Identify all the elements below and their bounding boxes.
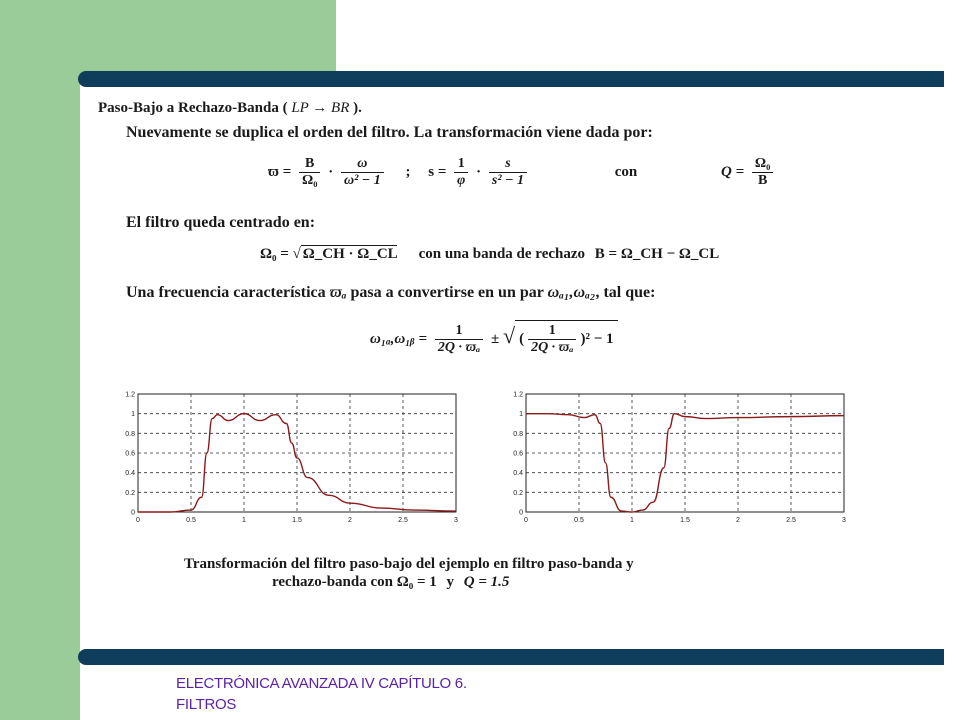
y-tick-label: 0 (519, 509, 523, 517)
x-tick-label: 0 (136, 517, 140, 524)
sidebar-green-panel (0, 0, 80, 720)
x-tick-label: 2.5 (786, 517, 796, 524)
x-tick-label: 1.5 (292, 517, 302, 524)
x-tick-label: 3 (454, 517, 458, 524)
x-tick-label: 0.5 (186, 517, 196, 524)
x-tick-label: 1 (242, 517, 246, 524)
x-tick-label: 0 (524, 517, 528, 524)
y-tick-label: 0.4 (513, 470, 523, 478)
figure-caption-line1: Transformación del filtro paso-bajo del ejemplo en filtro paso-banda y (184, 556, 634, 572)
center-frequency-equation: Ω₀ = √ Ω_CH · Ω_CL con una banda de rechazo B = Ω_CH − Ω_CL (260, 246, 720, 262)
y-tick-label: 0.6 (513, 450, 523, 458)
intro-text: Nuevamente se duplica el orden del filtro. La transformación viene dada por: (126, 124, 653, 141)
y-tick-label: 1 (519, 411, 523, 419)
footer-text (176, 673, 596, 715)
x-tick-label: 1.5 (680, 517, 690, 524)
x-tick-label: 1 (630, 517, 634, 524)
y-tick-label: 0.2 (513, 489, 523, 497)
top-divider-bar (78, 71, 944, 87)
y-tick-label: 0.8 (125, 430, 135, 438)
slide-content (92, 92, 942, 642)
y-tick-label: 0.2 (125, 489, 135, 497)
x-tick-label: 2 (736, 517, 740, 524)
transform-equation: ϖ = $\frac{B}{\text{Ω₀}}$ · $\frac{\omega}{\text{ω² − 1}}$ ; s = $\frac{1}{\varphi}$ · $\frac{s}{\text{s² − 1}}$ con Q = $\frac{\text{Ω₀}}{B}$ (268, 156, 777, 189)
slide-heading: Paso-Bajo a Rechazo-Banda ( LP → BR ). (98, 100, 362, 116)
footer-line2: FILTROS (176, 696, 237, 713)
x-tick-label: 3 (842, 517, 846, 524)
x-tick-label: 2.5 (398, 517, 408, 524)
y-tick-label: 0.6 (125, 450, 135, 458)
x-tick-label: 0.5 (574, 517, 584, 524)
footer-line1: ELECTRÓNICA AVANZADA IV CAPÍTULO 6. (176, 675, 467, 692)
figure-caption-line2: rechazo-banda con Ω₀ = 1 y Q = 1.5 (272, 574, 510, 590)
bandreject-chart (504, 388, 854, 526)
frequency-pair-text: Una frecuencia característica ϖₐ pasa a convertirse en un par ωₐ₁,ωₐ₂, tal que: (126, 284, 656, 301)
y-tick-label: 0 (131, 509, 135, 517)
y-tick-label: 1.2 (125, 391, 135, 399)
pair-equation: ω₁ₐ,ω₁ᵦ = $\frac{1}{\text{2Q · ϖₐ}}$ ± √ ( $\frac{1}{\text{2Q · ϖₐ}}$ )² − 1 (370, 320, 618, 358)
y-tick-label: 0.8 (513, 430, 523, 438)
y-tick-label: 1 (131, 411, 135, 419)
bottom-divider-bar (78, 649, 944, 665)
x-tick-label: 2 (348, 517, 352, 524)
y-tick-label: 0.4 (125, 470, 135, 478)
top-green-panel (80, 0, 336, 78)
centered-text: El filtro queda centrado en: (126, 214, 316, 231)
y-tick-label: 1.2 (513, 391, 523, 399)
bandpass-chart (116, 388, 466, 526)
